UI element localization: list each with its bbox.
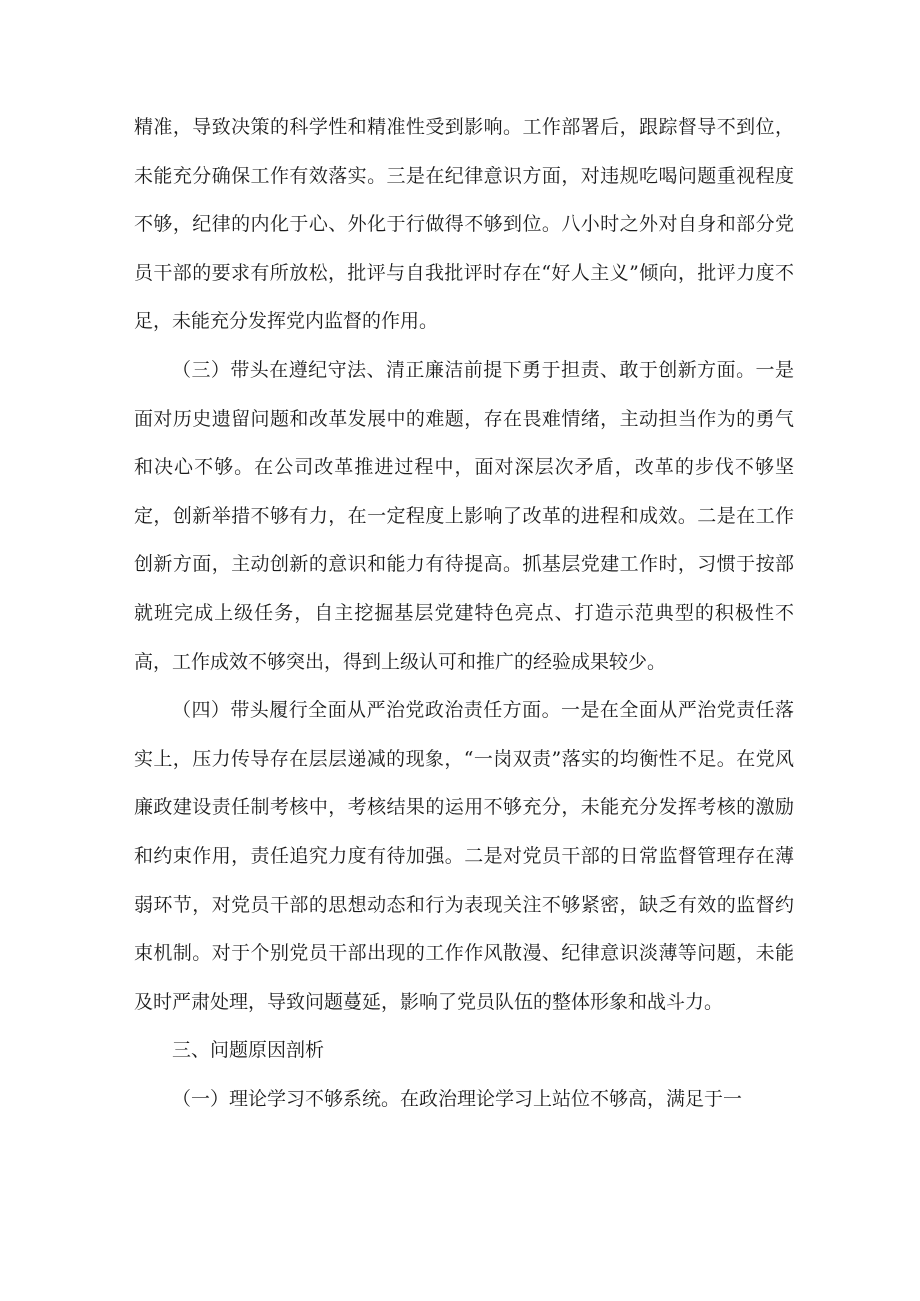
paragraph-cause-1: （一）理论学习不够系统。在政治理论学习上站位不够高，满足于一 — [172, 1087, 743, 1110]
paragraph-continuation: 精准，导致决策的科学性和精准性受到影响。工作部署后，跟踪督导不到位，未能充分确保工作有效落实。三是在纪律意识方面，对违规吃喝问题重视程度不够，纪律的内化于心、外化于行做得不够到位。八小时之外对自身和部分党员干部的要求有所放松，批评与自我批评时存在“好人主义”倾向，批评力度不足，未能充分发挥党内监督的作用。 — [134, 116, 794, 333]
paragraph-section-4: （四）带头履行全面从严治党政治责任方面。一是在全面从严治党责任落实上，压力传导存在层层递减的现象，“一岗双责”落实的均衡性不足。在党风廉政建设责任制考核中，考核结果的运用不够充分，未能充分发挥考核的激励和约束作用，责任追究力度有待加强。二是对党员干部的日常监督管理存在薄弱环节，对党员干部的思想动态和行为表现关注不够紧密，缺乏有效的监督约束机制。对于个别党员干部出现的工作作风散漫、纪律意识淡薄等问题，未能及时严肃处理，导致问题蔓延，影响了党员队伍的整体形象和战斗力。 — [134, 699, 794, 1013]
paragraph-section-3: （三）带头在遵纪守法、清正廉洁前提下勇于担责、敢于创新方面。一是面对历史遗留问题和改革发展中的难题，存在畏难情绪，主动担当作为的勇气和决心不够。在公司改革推进过程中，面对深层次矛盾，改革的步伐不够坚定，创新举措不够有力，在一定程度上影响了改革的进程和成效。二是在工作创新方面，主动创新的意识和能力有待提高。抓基层党建工作时，习惯于按部就班完成上级任务，自主挖掘基层党建特色亮点、打造示范典型的积极性不高，工作成效不够突出，得到上级认可和推广的经验成果较少。 — [134, 358, 794, 673]
document-page — [134, 103, 794, 1123]
section-heading-cause-analysis: 三、问题原因剖析 — [172, 1039, 325, 1062]
